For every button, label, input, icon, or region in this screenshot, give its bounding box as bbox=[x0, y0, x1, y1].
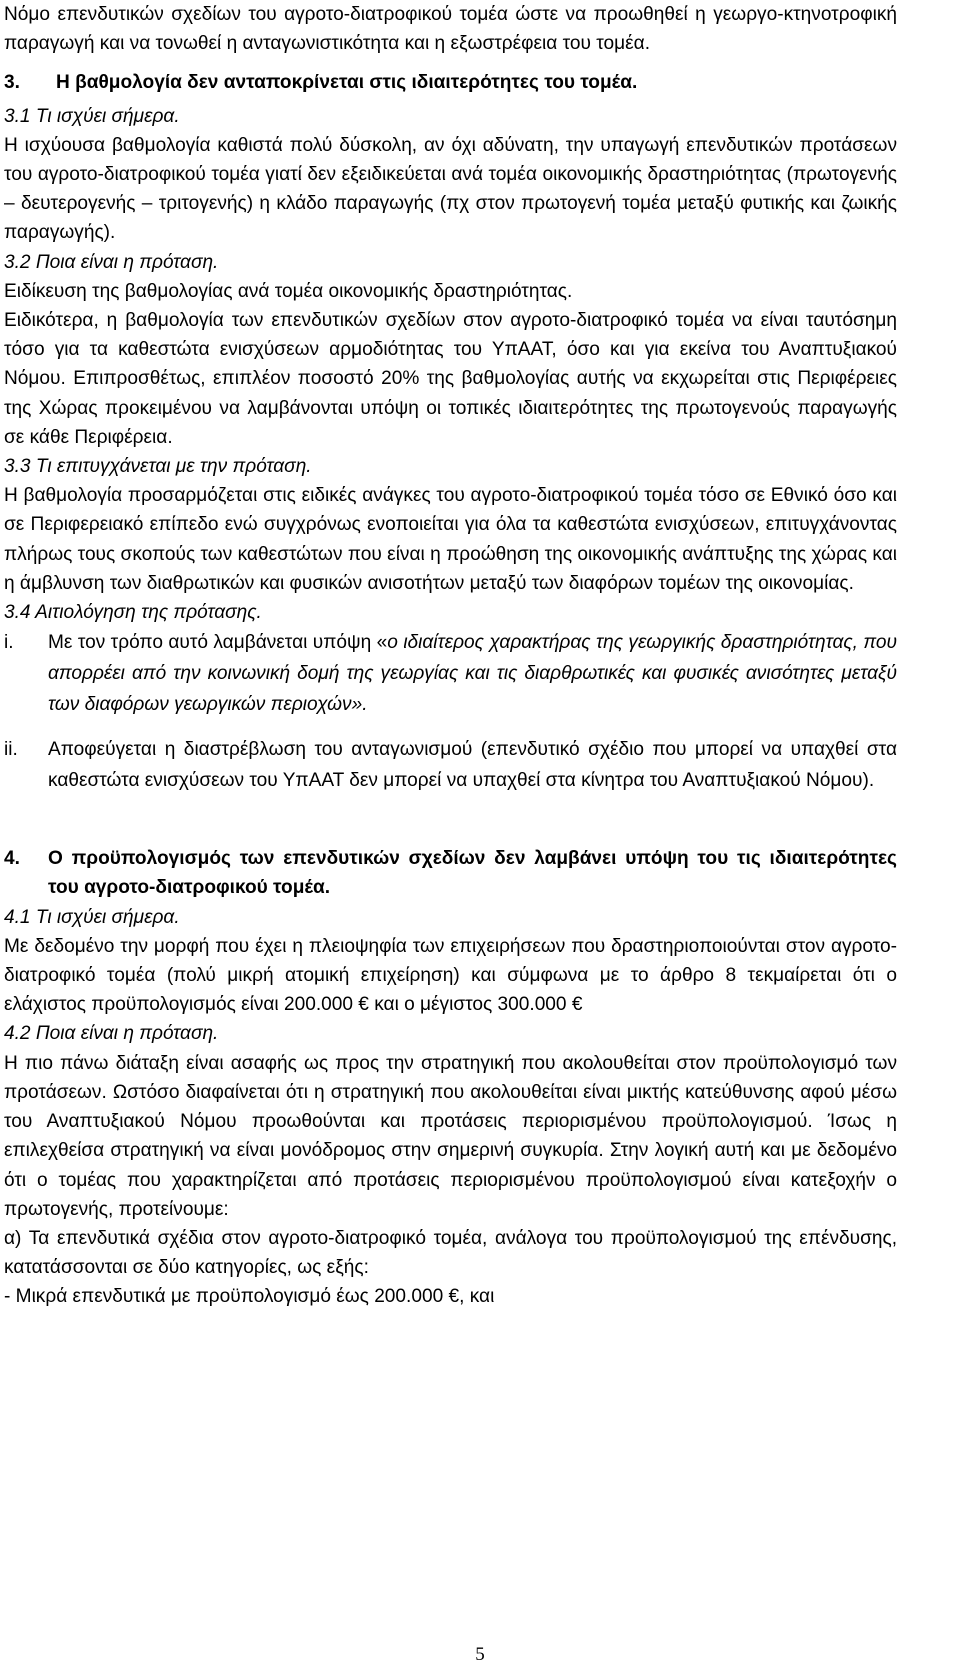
list-item-i-quote: ο ιδιαίτερος χαρακτήρας της γεωργικής δραστηριότητας, που απορρέει από την κοινωνική δομή της γεωργίας και τις διαρθρωτικές και φυσικές ανισότητες μεταξύ των διαφόρων γεωργικών περιοχών bbox=[48, 632, 897, 716]
subsection-4-2-title: 4.2 Ποια είναι η πρόταση. bbox=[4, 1023, 219, 1045]
section-4-title: Ο προϋπολογισμός των επενδυτικών σχεδίων δεν λαμβάνει υπόψη του τις ιδιαιτερότητες του αγροτο-διατροφικού τομέα. bbox=[48, 848, 897, 899]
section-3-heading bbox=[4, 68, 897, 97]
list-item-ii-text: Αποφεύγεται η διαστρέβλωση του ανταγωνισμού (επενδυτικό σχέδιο που μπορεί να υπαχθεί στα καθεστώτα ενισχύσεων του ΥπΑΑΤ δεν μπορεί να υπαχθεί στα κίνητρα του Αναπτυξιακού Νόμου). bbox=[48, 739, 897, 792]
subsection-3-1-title: 3.1 Τι ισχύει σήμερα. bbox=[4, 105, 180, 127]
list-item-ii bbox=[4, 734, 897, 796]
list-marker-i: i. bbox=[4, 632, 14, 654]
subsection-3-1-text: Η ισχύουσα βαθμολογία καθιστά πολύ δύσκολη, αν όχι αδύνατη, την υπαγωγή επενδυτικών προτάσεων του αγροτο-διατροφικού τομέα γιατί δεν εξειδικεύεται ανά τομέα οικονομικής δραστηριότητας (πρωτογενής – δευτερογενής – τριτογενής) η κλάδο παραγωγής (πχ στον πρωτογενή τομέα μεταξύ φυτικής και ζωικής παραγωγής). bbox=[4, 134, 897, 244]
subsection-4-2-dash-item: - Μικρά επενδυτικά με προϋπολογισμό έως 200.000 €, και bbox=[4, 1286, 495, 1308]
section-4-heading bbox=[4, 844, 897, 902]
subsection-3-3-title: 3.3 Τι επιτυγχάνεται με την πρόταση. bbox=[4, 456, 312, 478]
subsection-3-3-text: Η βαθμολογία προσαρμόζεται στις ειδικές ανάγκες του αγροτο-διατροφικού τομέα τόσο σε Εθνικό όσο και σε Περιφερειακό επίπεδο ενώ συγχρόνως ενοποιείται για όλα τα καθεστώτα ενισχύσεων, επιτυγχάνοντας πλήρως τους σκοπούς των καθεστώτων που είναι η προώθηση της οικονομικής ανάπτυξης της χώρας και η άμβλυνση των διαθρωτικών και φυσικών ανισοτήτων μεταξύ των διαφόρων τομέων της οικονομίας. bbox=[4, 485, 897, 594]
intro-paragraph: Νόμο επενδυτικών σχεδίων του αγροτο-διατροφικού τομέα ώστε να προωθηθεί η γεωργο-κτηνοτροφική παραγωγή και να τονωθεί η ανταγωνιστικότητα και η εξωστρέφεια του τομέα. bbox=[4, 4, 897, 55]
subsection-3-4-title: 3.4 Αιτιολόγηση της πρότασης. bbox=[4, 602, 262, 624]
list-item-i-quote-end: ». bbox=[351, 694, 368, 716]
document-page bbox=[4, 0, 897, 1312]
section-3-number: 3. bbox=[4, 72, 20, 94]
list-marker-ii: ii. bbox=[4, 739, 18, 761]
list-item-i-text bbox=[48, 627, 897, 720]
subsection-4-2-text: Η πιο πάνω διάταξη είναι ασαφής ως προς την στρατηγική που ακολουθείται στον προϋπολογισμό των προτάσεων. Ωστόσο διαφαίνεται ότι η στρατηγική που ακολουθείται είναι μικτής κατεύθυνσης αφού μέσω του Αναπτυξιακού Νόμου προωθούνται και προτάσεις περιορισμένου προϋπολογισμού. Ίσως η επιλεχθείσα στρατηγική να είναι μονόδρομος στην σημερινή συγκυρία. Στην λογική αυτή και με δεδομένο ότι ο τομέας που χαρακτηρίζεται από προτάσεις περιορισμένου προϋπολογισμού είναι κατεξοχήν ο πρωτογενής, προτείνουμε: bbox=[4, 1052, 897, 1220]
section-4-number: 4. bbox=[4, 848, 20, 870]
section-3-title: Η βαθμολογία δεν ανταποκρίνεται στις ιδιαιτερότητες του τομέα. bbox=[56, 72, 638, 94]
subsection-3-2-text-1: Ειδίκευση της βαθμολογίας ανά τομέα οικονομικής δραστηριότητας. bbox=[4, 280, 573, 302]
page-number: 5 bbox=[475, 1644, 485, 1665]
subsection-3-2-text-2: Ειδικότερα, η βαθμολογία των επενδυτικών σχεδίων στον αγροτο-διατροφικό τομέα να είναι ταυτόσημη τόσο για τα καθεστώτα ενισχύσεων αρμοδιότητας του ΥπΑΑΤ, όσο και για εκείνα του Αναπτυξιακού Νόμου. Επιπροσθέτως, επιπλέον ποσοστό 20% της βαθμολογίας αυτής να εκχωρείται στις Περιφέρειες της Χώρας προκειμένου να λαμβάνονται υπόψη οι τοπικές ιδιαιτερότητες της πρωτογενούς παραγωγής σε κάθε Περιφέρεια. bbox=[4, 310, 897, 448]
list-item-i bbox=[4, 627, 897, 720]
list-item-i-plain: Με τον τρόπο αυτό λαμβάνεται υπόψη « bbox=[48, 632, 388, 654]
subsection-4-1-text: Με δεδομένο την μορφή που έχει η πλειοψηφία των επιχειρήσεων που δραστηριοποιούνται στον αγροτο-διατροφικό τομέα (πολύ μικρή ατομική επιχείρηση) και σύμφωνα με το άρθρο 8 τεκμαίρεται ότι ο ελάχιστος προϋπολογισμός είναι 200.000 € και ο μέγιστος 300.000 € bbox=[4, 935, 897, 1016]
subsection-4-2-item-a: α) Τα επενδυτικά σχέδια στον αγροτο-διατροφικό τομέα, ανάλογα του προϋπολογισμού της επένδυσης, κατατάσσονται σε δύο κατηγορίες, ως εξής: bbox=[4, 1227, 897, 1279]
subsection-4-1-title: 4.1 Τι ισχύει σήμερα. bbox=[4, 906, 180, 928]
subsection-3-2-title: 3.2 Ποια είναι η πρόταση. bbox=[4, 251, 219, 273]
